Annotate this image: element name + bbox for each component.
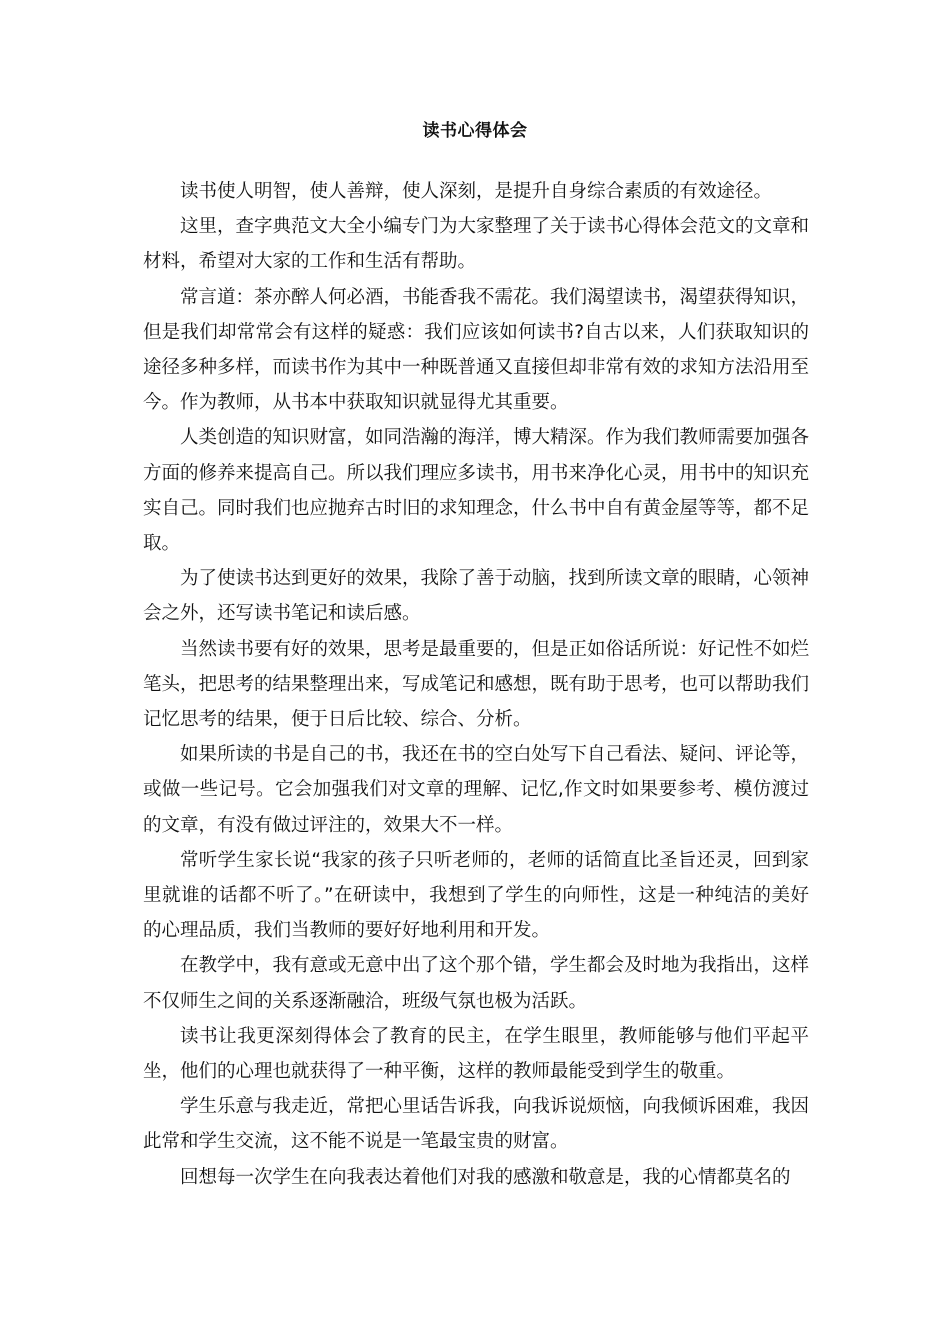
paragraph: 为了使读书达到更好的效果，我除了善于动脑，找到所读文章的眼睛，心领神会之外，还写读书笔记和读后感。: [143, 568, 810, 625]
paragraph: 读书让我更深刻得体会了教育的民主，在学生眼里，教师能够与他们平起平坐，他们的心理也就获得了一种平衡，这样的教师最能受到学生的敬重。: [143, 1025, 809, 1083]
paragraph: 这里，查字典范文大全小编专门为大家整理了关于读书心得体会范文的文章和材料，希望对大家的工作和生活有帮助。: [143, 216, 810, 273]
paragraph: 如果所读的书是自己的书，我还在书的空白处写下自己看法、疑问、评论等，或做一些记号。它会加强我们对文章的理解、记忆,作文时如果要参考、模仿渡过的文章，有没有做过评注的，效果大不一样。: [143, 744, 810, 836]
paragraph: 在教学中，我有意或无意中出了这个那个错，学生都会及时地为我指出，这样不仅师生之间的关系逐渐融洽，班级气氛也极为活跃。: [143, 955, 810, 1012]
paragraph: 读书使人明智，使人善辩，使人深刻，是提升自身综合素质的有效途径。: [180, 181, 773, 202]
paragraph: 回想每一次学生在向我表达着他们对我的感激和敬意是，我的心情都莫名的: [180, 1166, 791, 1188]
paragraph: 学生乐意与我走近，常把心里话告诉我，向我诉说烦恼，向我倾诉困难，我因此常和学生交流，这不能不说是一笔最宝贵的财富。: [143, 1096, 810, 1153]
document-body: [143, 174, 809, 1195]
paragraph: 当然读书要有好的效果，思考是最重要的，但是正如俗话所说：好记性不如烂笔头，把思考的结果整理出来，写成笔记和感想，既有助于思考，也可以帮助我们记忆思考的结果，便于日后比较、综合、分析。: [143, 638, 810, 731]
paragraph: 人类创造的知识财富，如同浩瀚的海洋，博大精深。作为我们教师需要加强各方面的修养来提高自己。所以我们理应多读书，用书来净化心灵，用书中的知识充实自己。同时我们也应抛弃古时旧的求知理念，什么书中自有黄金屋等等，都不足取。: [143, 427, 810, 555]
paragraph: 常听学生家长说“我家的孩子只听老师的，老师的话简直比圣旨还灵，回到家里就谁的话都不听了。”在研读中，我想到了学生的向师性，这是一种纯洁的美好的心理品质，我们当教师的要好好地利用和开发。: [143, 849, 809, 942]
document-title: 读书心得体会: [422, 121, 528, 141]
paragraph: 常言道：茶亦醉人何必酒，书能香我不需花。我们渴望读书，渴望获得知识，但是我们却常常会有这样的疑惑：我们应该如何读书?自古以来，人们获取知识的途径多种多样，而读书作为其中一种既普通又直接但却非常有效的求知方法沿用至今。作为教师，从书本中获取知识就显得尤其重要。: [143, 286, 810, 414]
